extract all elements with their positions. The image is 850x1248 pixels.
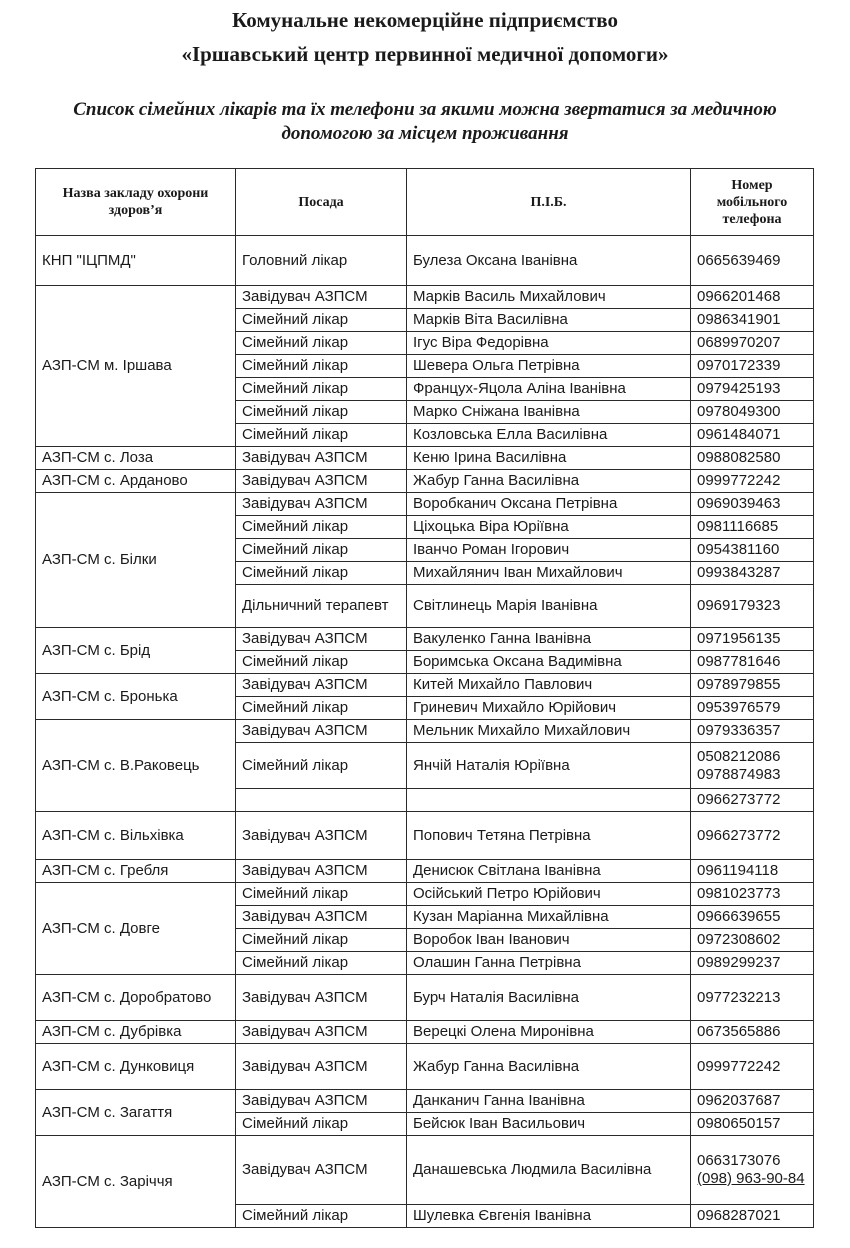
phone-number: 0961194118 [697,862,779,879]
position-cell: Завідувач АЗПСМ [236,493,407,516]
facility-cell: АЗП-СМ с. Лоза [36,447,236,470]
name-cell: Воробок Іван Іванович [407,929,691,952]
position-cell: Завідувач АЗПСМ [236,1044,407,1090]
phone-cell [691,401,814,424]
phone-number: 0673565886 [697,1023,781,1040]
organization-name-line2: «Іршавський центр первинної медичної допомоги» [181,42,669,66]
position-cell: Завідувач АЗПСМ [236,674,407,697]
phone-number: (098) 963-90-84 [697,1170,805,1187]
name-cell: Китей Михайло Павлович [407,674,691,697]
table-row [36,470,814,493]
phone-number: 0980650157 [697,1115,781,1132]
phone-cell [691,860,814,883]
table-row [36,1044,814,1090]
phone-number: 0999772242 [697,1057,781,1075]
name-cell: Булеза Оксана Іванівна [407,236,691,286]
phone-cell [691,562,814,585]
table-row [36,628,814,651]
position-cell: Сімейний лікар [236,401,407,424]
name-cell: Данашевська Людмила Василівна [407,1136,691,1205]
facility-cell: АЗП-СМ с. Білки [36,493,236,628]
name-cell: Верецкі Олена Миронівна [407,1021,691,1044]
phone-number: 0981116685 [697,518,779,535]
name-cell: Жабур Ганна Василівна [407,470,691,493]
phone-cell [691,674,814,697]
facility-cell: КНП "ІЦПМД" [36,236,236,286]
table-row [36,1021,814,1044]
position-cell: Сімейний лікар [236,355,407,378]
name-cell: Осійський Петро Юрійович [407,883,691,906]
phone-number: 0978874983 [697,765,781,783]
column-header-facility: Назва закладу охорони здоров’я [36,169,236,236]
phone-number: 0978049300 [697,403,781,420]
facility-cell: АЗП-СМ с. Заріччя [36,1136,236,1228]
name-cell: Ціхоцька Віра Юріївна [407,516,691,539]
document-title-line2: допомогою за місцем проживання [281,123,569,144]
phone-number: 0972308602 [697,931,781,948]
phone-cell [691,975,814,1021]
table-header-row [36,169,814,236]
phone-cell [691,952,814,975]
phone-cell [691,812,814,860]
position-cell: Сімейний лікар [236,1205,407,1228]
name-cell: Олашин Ганна Петрівна [407,952,691,975]
position-cell: Сімейний лікар [236,516,407,539]
name-cell: Кузан Маріанна Михайлівна [407,906,691,929]
phone-number: 0979336357 [697,722,781,739]
phone-number: 0961484071 [697,426,781,443]
position-cell: Завідувач АЗПСМ [236,720,407,743]
phone-cell [691,697,814,720]
phone-cell [691,1113,814,1136]
phone-number: 0663173076 [697,1152,781,1169]
position-cell: Дільничний терапевт [236,585,407,628]
table-row [36,493,814,516]
table-row [36,286,814,309]
table-row [36,860,814,883]
name-cell: Кеню Ірина Василівна [407,447,691,470]
table-row [36,812,814,860]
phone-cell [691,585,814,628]
name-cell: Боримська Оксана Вадимівна [407,651,691,674]
position-cell [236,789,407,812]
name-cell: Данканич Ганна Іванівна [407,1090,691,1113]
position-cell: Завідувач АЗПСМ [236,906,407,929]
table-row [36,1136,814,1205]
phone-cell [691,743,814,789]
position-cell: Завідувач АЗПСМ [236,812,407,860]
phone-cell [691,1090,814,1113]
phone-number: 0981023773 [697,885,781,902]
phone-number: 0953976579 [697,699,781,716]
phone-number: 0978979855 [697,676,781,693]
phone-cell [691,929,814,952]
organization-name-line1: Комунальне некомерційне підприємство [232,8,618,32]
phone-number: 0988082580 [697,449,781,466]
phone-cell [691,286,814,309]
position-cell: Сімейний лікар [236,651,407,674]
phone-cell [691,1044,814,1090]
facility-cell: АЗП-СМ с. Загаття [36,1090,236,1136]
phone-number: 0954381160 [697,541,780,558]
position-cell: Сімейний лікар [236,378,407,401]
phone-number: 0966273772 [697,791,781,808]
phone-cell [691,789,814,812]
name-cell: Світлинець Марія Іванівна [407,585,691,628]
phone-number: 0969179323 [697,597,781,614]
column-header-position: Посада [236,169,407,236]
position-cell: Сімейний лікар [236,1113,407,1136]
phone-number: 0999772242 [697,472,781,489]
phone-number: 0966273772 [697,826,781,844]
phone-cell [691,906,814,929]
position-cell: Головний лікар [236,236,407,286]
phone-number: 0989299237 [697,954,781,971]
phone-cell [691,493,814,516]
phone-number: 0986341901 [697,311,781,328]
table-row [36,674,814,697]
name-cell: Вакуленко Ганна Іванівна [407,628,691,651]
phone-number: 0979425193 [697,380,781,397]
position-cell: Завідувач АЗПСМ [236,860,407,883]
position-cell: Сімейний лікар [236,309,407,332]
name-cell: Денисюк Світлана Іванівна [407,860,691,883]
phone-number: 0993843287 [697,564,781,581]
position-cell: Сімейний лікар [236,883,407,906]
name-cell: Марків Віта Василівна [407,309,691,332]
phone-number: 0962037687 [697,1092,781,1109]
phone-number: 0970172339 [697,357,781,374]
name-cell: Шевера Ольга Петрівна [407,355,691,378]
phone-cell [691,1136,814,1205]
phone-cell [691,539,814,562]
table-row [36,236,814,286]
phone-number: 0689970207 [697,334,781,351]
phone-cell [691,424,814,447]
phone-cell [691,1021,814,1044]
phone-number: 0966639655 [697,908,781,925]
position-cell: Завідувач АЗПСМ [236,1021,407,1044]
position-cell: Сімейний лікар [236,539,407,562]
name-cell: Ігус Віра Федорівна [407,332,691,355]
column-header-name: П.І.Б. [407,169,691,236]
doctors-table [35,168,814,1228]
facility-cell: АЗП-СМ с. Доробратово [36,975,236,1021]
phone-cell [691,720,814,743]
facility-cell: АЗП-СМ с. Дубрівка [36,1021,236,1044]
phone-number: 0966201468 [697,288,781,305]
name-cell: Мельник Михайло Михайлович [407,720,691,743]
name-cell: Іванчо Роман Ігорович [407,539,691,562]
phone-cell [691,309,814,332]
name-cell: Бейсюк Іван Васильович [407,1113,691,1136]
name-cell: Марко Сніжана Іванівна [407,401,691,424]
position-cell: Завідувач АЗПСМ [236,286,407,309]
phone-number: 0971956135 [697,630,781,647]
name-cell: Жабур Ганна Василівна [407,1044,691,1090]
name-cell: Бурч Наталія Василівна [407,975,691,1021]
position-cell: Сімейний лікар [236,424,407,447]
phone-number: 0665639469 [697,251,781,269]
name-cell: Козловська Елла Василівна [407,424,691,447]
phone-cell [691,516,814,539]
table-row [36,447,814,470]
phone-number: 0987781646 [697,653,781,670]
phone-number: 0977232213 [697,988,781,1006]
table-row [36,720,814,743]
facility-cell: АЗП-СМ с. Довге [36,883,236,975]
facility-cell: АЗП-СМ с. Арданово [36,470,236,493]
phone-cell [691,378,814,401]
position-cell: Завідувач АЗПСМ [236,470,407,493]
position-cell: Сімейний лікар [236,697,407,720]
phone-number: 0968287021 [697,1207,781,1224]
phone-cell [691,236,814,286]
position-cell: Сімейний лікар [236,743,407,789]
position-cell: Сімейний лікар [236,562,407,585]
phone-cell [691,470,814,493]
phone-cell [691,628,814,651]
phone-cell [691,355,814,378]
phone-cell [691,447,814,470]
position-cell: Завідувач АЗПСМ [236,1136,407,1205]
name-cell: Гриневич Михайло Юрійович [407,697,691,720]
phone-cell [691,332,814,355]
table-row [36,883,814,906]
position-cell: Сімейний лікар [236,952,407,975]
name-cell: Янчій Наталія Юріївна [407,743,691,789]
document-title-line1: Список сімейних лікарів та їх телефони за якими можна звертатися за медичною [73,99,777,120]
facility-cell: АЗП-СМ с. Бронька [36,674,236,720]
facility-cell: АЗП-СМ с. Вільхівка [36,812,236,860]
name-cell: Марків Василь Михайлович [407,286,691,309]
facility-cell: АЗП-СМ с. Гребля [36,860,236,883]
facility-cell: АЗП-СМ м. Іршава [36,286,236,447]
position-cell: Завідувач АЗПСМ [236,1090,407,1113]
position-cell: Сімейний лікар [236,929,407,952]
phone-cell [691,1205,814,1228]
phone-number: 0508212086 [697,747,781,765]
facility-cell: АЗП-СМ с. В.Раковець [36,720,236,812]
table-body [36,236,814,1228]
position-cell: Завідувач АЗПСМ [236,628,407,651]
name-cell: Францух-Яцола Аліна Іванівна [407,378,691,401]
phone-number: 0969039463 [697,495,781,512]
name-cell: Шулевка Євгенія Іванівна [407,1205,691,1228]
column-header-phone: Номер мобільного телефона [691,169,814,236]
facility-cell: АЗП-СМ с. Брід [36,628,236,674]
position-cell: Завідувач АЗПСМ [236,975,407,1021]
name-cell [407,789,691,812]
facility-cell: АЗП-СМ с. Дунковиця [36,1044,236,1090]
table-row [36,1090,814,1113]
position-cell: Сімейний лікар [236,332,407,355]
position-cell: Завідувач АЗПСМ [236,447,407,470]
phone-cell [691,651,814,674]
phone-cell [691,883,814,906]
name-cell: Воробканич Оксана Петрівна [407,493,691,516]
name-cell: Михайлянич Іван Михайлович [407,562,691,585]
table-row [36,975,814,1021]
name-cell: Попович Тетяна Петрівна [407,812,691,860]
